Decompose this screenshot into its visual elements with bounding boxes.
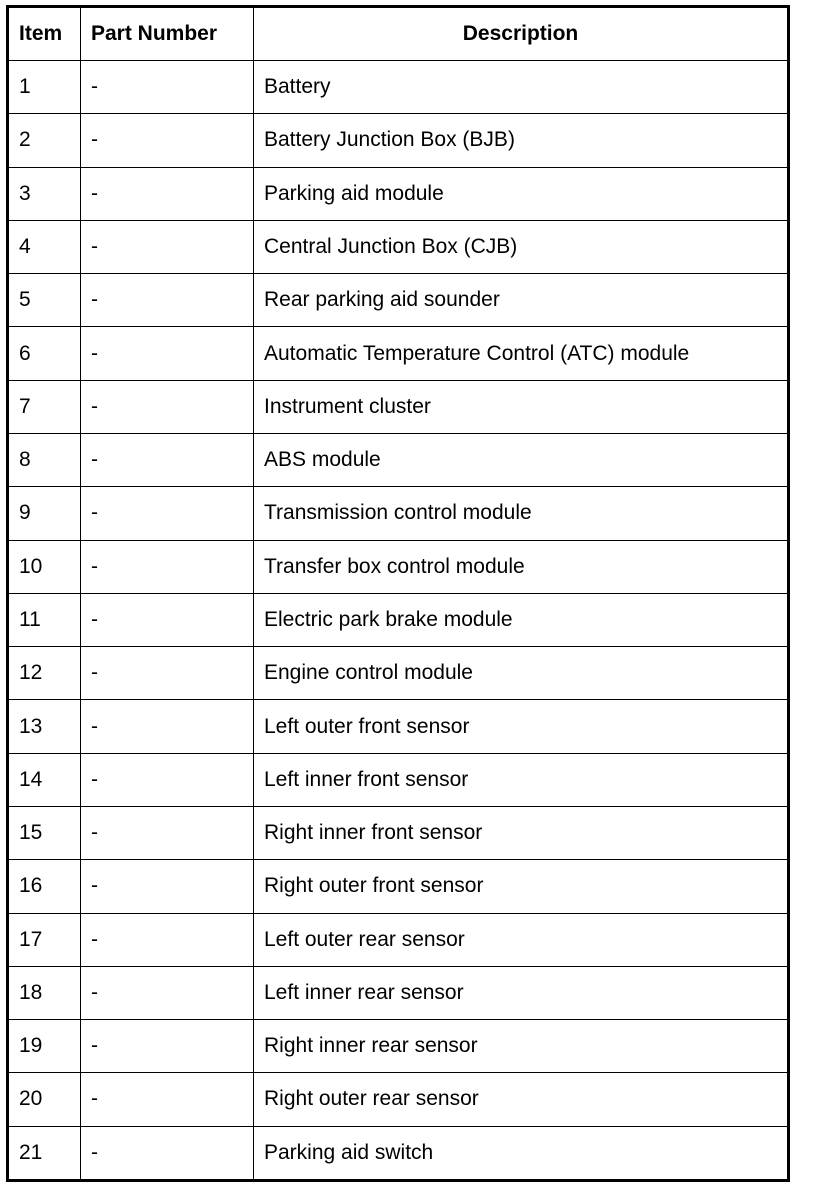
- item-cell: 13: [8, 700, 81, 753]
- item-cell: 3: [8, 167, 81, 220]
- part-number-cell: -: [81, 61, 254, 114]
- header-description: Description: [254, 7, 789, 61]
- part-number-cell: -: [81, 220, 254, 273]
- table-row: [8, 700, 789, 753]
- header-row: [8, 7, 789, 61]
- description-cell: Right inner rear sensor: [254, 1020, 789, 1073]
- table-body: [8, 61, 789, 1181]
- part-number-cell: -: [81, 1126, 254, 1180]
- part-number-cell: -: [81, 1020, 254, 1073]
- table-row: [8, 1126, 789, 1180]
- part-number-cell: -: [81, 487, 254, 540]
- description-cell: Battery Junction Box (BJB): [254, 114, 789, 167]
- table-row: [8, 1020, 789, 1073]
- item-cell: 4: [8, 220, 81, 273]
- part-number-cell: -: [81, 167, 254, 220]
- description-cell: Instrument cluster: [254, 380, 789, 433]
- part-number-cell: -: [81, 114, 254, 167]
- item-cell: 18: [8, 966, 81, 1019]
- description-cell: Left inner front sensor: [254, 753, 789, 806]
- item-cell: 7: [8, 380, 81, 433]
- description-cell: Left inner rear sensor: [254, 966, 789, 1019]
- item-cell: 16: [8, 860, 81, 913]
- table-row: [8, 487, 789, 540]
- part-number-cell: -: [81, 913, 254, 966]
- table-row: [8, 860, 789, 913]
- description-cell: Transmission control module: [254, 487, 789, 540]
- table-row: [8, 806, 789, 859]
- table-row: [8, 647, 789, 700]
- table-row: [8, 540, 789, 593]
- item-cell: 12: [8, 647, 81, 700]
- description-cell: Left outer rear sensor: [254, 913, 789, 966]
- part-number-cell: -: [81, 433, 254, 486]
- table-row: [8, 913, 789, 966]
- item-cell: 20: [8, 1073, 81, 1126]
- item-cell: 6: [8, 327, 81, 380]
- part-number-cell: -: [81, 966, 254, 1019]
- item-cell: 10: [8, 540, 81, 593]
- parts-table: [6, 5, 790, 1182]
- description-cell: Battery: [254, 61, 789, 114]
- item-cell: 9: [8, 487, 81, 540]
- table-row: [8, 593, 789, 646]
- description-cell: Transfer box control module: [254, 540, 789, 593]
- item-cell: 2: [8, 114, 81, 167]
- table-row: [8, 167, 789, 220]
- item-cell: 17: [8, 913, 81, 966]
- description-cell: Parking aid switch: [254, 1126, 789, 1180]
- part-number-cell: -: [81, 274, 254, 327]
- description-cell: Electric park brake module: [254, 593, 789, 646]
- part-number-cell: -: [81, 1073, 254, 1126]
- table-row: [8, 220, 789, 273]
- description-cell: Rear parking aid sounder: [254, 274, 789, 327]
- description-cell: Automatic Temperature Control (ATC) module: [254, 327, 789, 380]
- part-number-cell: -: [81, 380, 254, 433]
- description-cell: Central Junction Box (CJB): [254, 220, 789, 273]
- item-cell: 1: [8, 61, 81, 114]
- item-cell: 14: [8, 753, 81, 806]
- item-cell: 19: [8, 1020, 81, 1073]
- description-cell: Right outer front sensor: [254, 860, 789, 913]
- table-header: [8, 7, 789, 61]
- part-number-cell: -: [81, 806, 254, 859]
- table-row: [8, 966, 789, 1019]
- item-cell: 5: [8, 274, 81, 327]
- description-cell: Engine control module: [254, 647, 789, 700]
- part-number-cell: -: [81, 593, 254, 646]
- part-number-cell: -: [81, 327, 254, 380]
- item-cell: 21: [8, 1126, 81, 1180]
- table-row: [8, 753, 789, 806]
- description-cell: Left outer front sensor: [254, 700, 789, 753]
- table-row: [8, 380, 789, 433]
- header-part-number: Part Number: [81, 7, 254, 61]
- description-cell: Right outer rear sensor: [254, 1073, 789, 1126]
- item-cell: 15: [8, 806, 81, 859]
- table-row: [8, 114, 789, 167]
- item-cell: 8: [8, 433, 81, 486]
- part-number-cell: -: [81, 540, 254, 593]
- table-row: [8, 274, 789, 327]
- part-number-cell: -: [81, 860, 254, 913]
- table-row: [8, 61, 789, 114]
- item-cell: 11: [8, 593, 81, 646]
- table-row: [8, 1073, 789, 1126]
- description-cell: Right inner front sensor: [254, 806, 789, 859]
- table-row: [8, 327, 789, 380]
- table-row: [8, 433, 789, 486]
- part-number-cell: -: [81, 700, 254, 753]
- header-item: Item: [8, 7, 81, 61]
- description-cell: Parking aid module: [254, 167, 789, 220]
- part-number-cell: -: [81, 753, 254, 806]
- part-number-cell: -: [81, 647, 254, 700]
- description-cell: ABS module: [254, 433, 789, 486]
